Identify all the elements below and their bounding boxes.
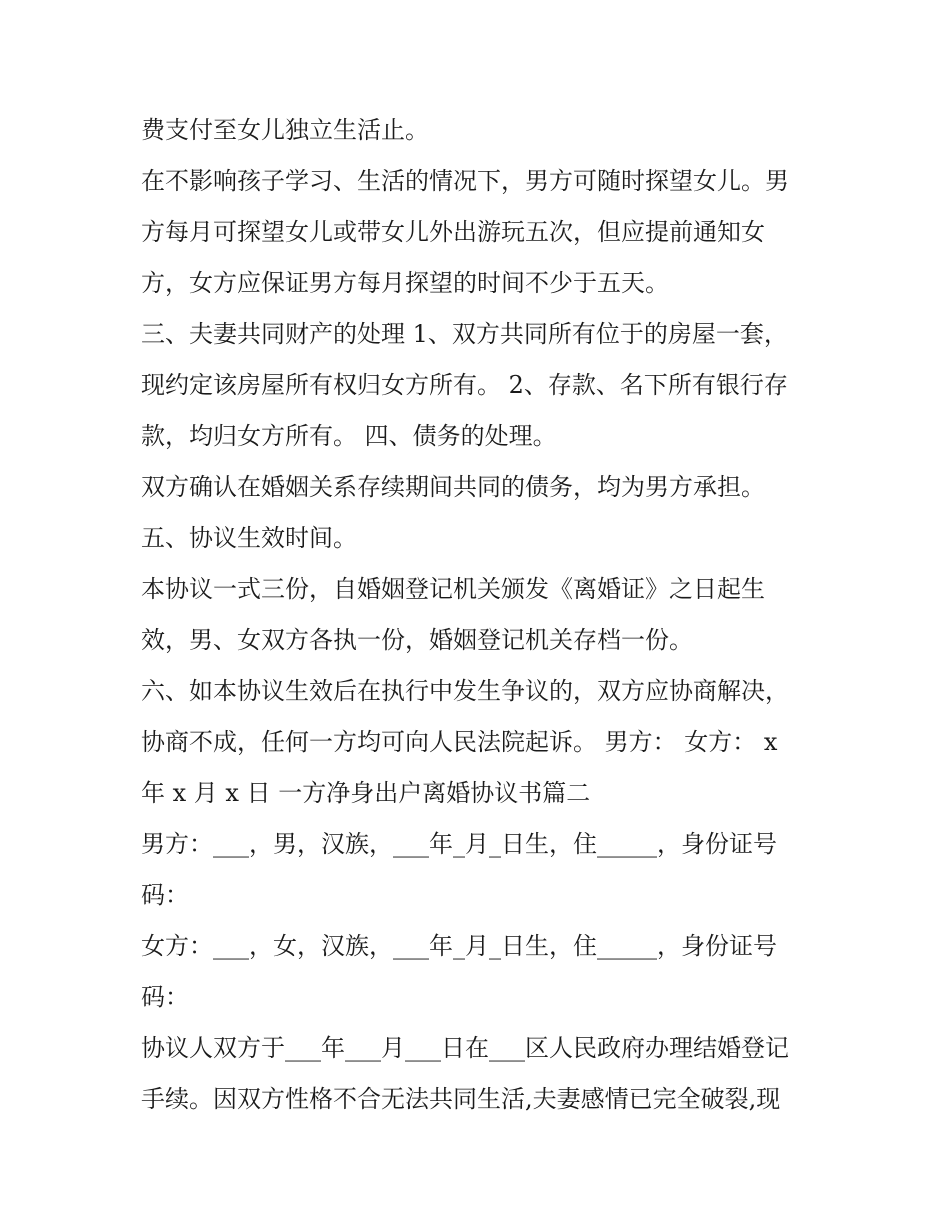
text-line: 方，女方应保证男方每月探望的时间不少于五天。 — [141, 269, 669, 297]
text-line: 码： — [141, 881, 189, 909]
text-line: 费支付至女儿独立生活止。 — [141, 116, 429, 144]
text-line: 方每月可探望女儿或带女儿外出游玩五次，但应提前通知女 — [141, 218, 765, 246]
document-body — [141, 105, 821, 1125]
text-line: 五、协议生效时间。 — [141, 524, 357, 552]
text-line: 协商不成，任何一方均可向人民法院起诉。 男方： 女方： x — [141, 728, 778, 756]
text-line: 协议人双方于___年___月___日在___区人民政府办理结婚登记 — [141, 1034, 789, 1062]
text-line: 款，均归女方所有。 四、债务的处理。 — [141, 422, 557, 450]
text-line: 年 x 月 x 日 一方净身出户离婚协议书篇二 — [141, 779, 591, 807]
text-line: 双方确认在婚姻关系存续期间共同的债务，均为男方承担。 — [141, 473, 765, 501]
text-line: 男方：___，男，汉族，___年_月_日生，住_____，身份证号 — [141, 830, 777, 858]
text-line: 三、夫妻共同财产的处理 1、双方共同所有位于的房屋一套， — [141, 320, 788, 348]
text-line: 效，男、女双方各执一份，婚姻登记机关存档一份。 — [141, 626, 693, 654]
text-line: 手续。因双方性格不合无法共同生活,夫妻感情已完全破裂,现 — [141, 1085, 781, 1113]
text-line: 六、如本协议生效后在执行中发生争议的，双方应协商解决， — [141, 677, 789, 705]
text-line: 女方：___，女，汉族，___年_月_日生，住_____，身份证号 — [141, 932, 777, 960]
text-line: 本协议一式三份，自婚姻登记机关颁发《离婚证》之日起生 — [141, 575, 765, 603]
text-line: 现约定该房屋所有权归女方所有。 2、存款、名下所有银行存 — [141, 371, 788, 399]
text-line: 码： — [141, 983, 189, 1011]
text-line: 在不影响孩子学习、生活的情况下，男方可随时探望女儿。男 — [141, 167, 789, 195]
